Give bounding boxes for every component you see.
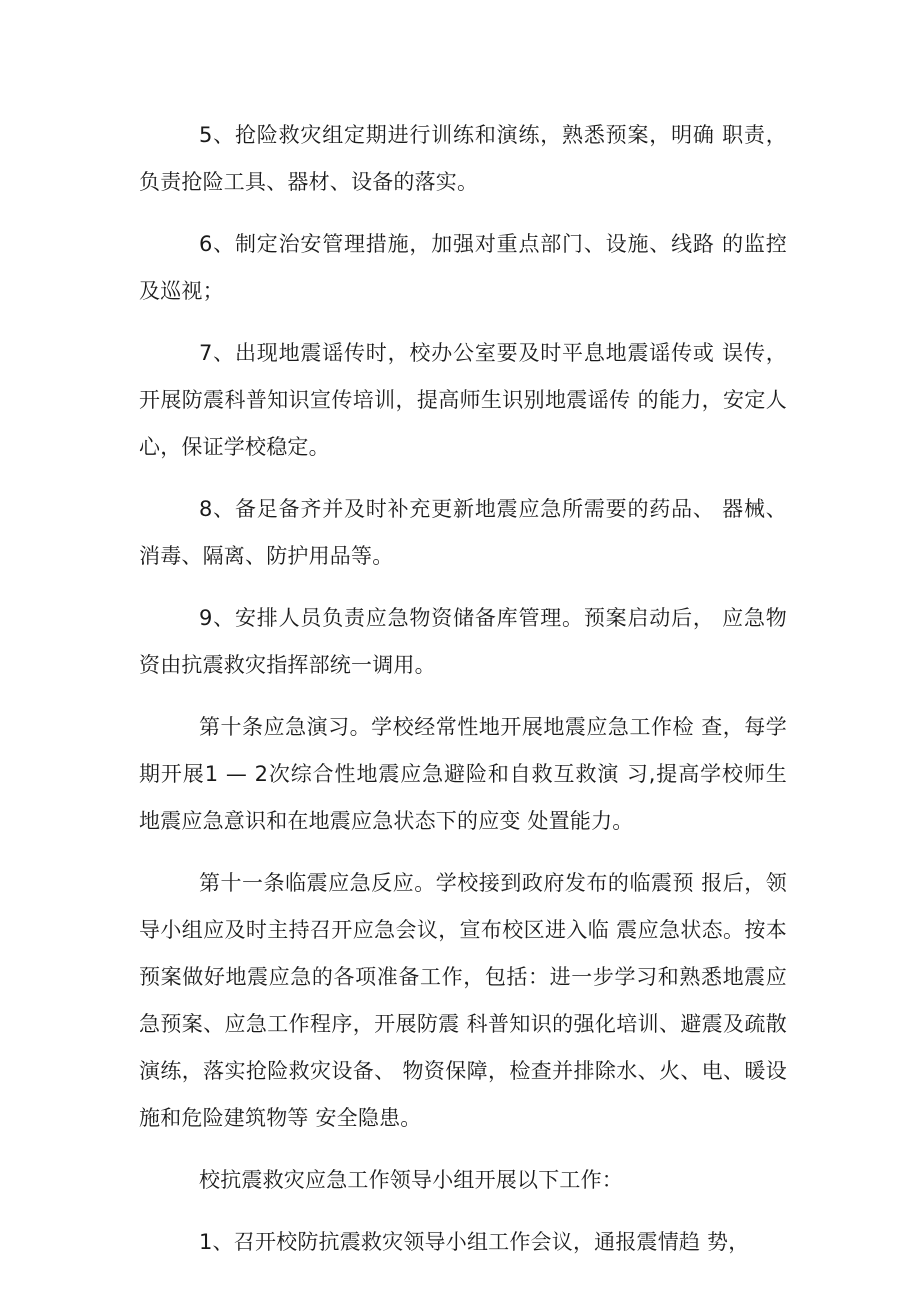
paragraph-item-7: 7、出现地震谣传时，校办公室要及时平息地震谣传或 误传，开展防震科普知识宣传培训，提高师生识别地震谣传 的能力，安定人心，保证学校稳定。 [139,341,787,459]
paragraph-item-8: 8、备足备齐并及时补充更新地震应急所需要的药品、 器械、消毒、隔离、防护用品等。 [139,497,787,568]
paragraph-item-5: 5、抢险救灾组定期进行训练和演练，熟悉预案，明确 职责，负责抢险工具、器材、设备的落实。 [139,123,787,194]
document-body [139,112,787,1281]
paragraph-leadership-tasks: 校抗震救灾应急工作领导小组开展以下工作： [199,1168,623,1192]
paragraph-item-6: 6、制定治安管理措施，加强对重点部门、设施、线路 的监控及巡视； [139,232,787,303]
paragraph-article-10: 第十条应急演习。学校经常性地开展地震应急工作检 查，每学期开展1 — 2次综合性地震应急避险和自救互救演 习,提高学校师生地震应急意识和在地震应急状态下的应变 处置能力。 [139,715,787,833]
paragraph-item-9: 9、安排人员负责应急物资储备库管理。预案启动后， 应急物资由抗震救灾指挥部统一调用。 [139,606,787,677]
paragraph-task-1: 1、召开校防抗震救灾领导小组工作会议，通报震情趋 势， [199,1230,750,1254]
paragraph-article-11: 第十一条临震应急反应。学校接到政府发布的临震预 报后，领导小组应及时主持召开应急会议，宣布校区进入临 震应急状态。按本预案做好地震应急的各项准备工作，包括：进一步学习和熟悉地震应急预案、应急工作程序，开展防震 科普知识的强化培训、避震及疏散演练，落实抢险救灾设备、 物资保障，检查并排除水、火、电、暖设施和危险建筑物等 安全隐患。 [139,871,787,1130]
